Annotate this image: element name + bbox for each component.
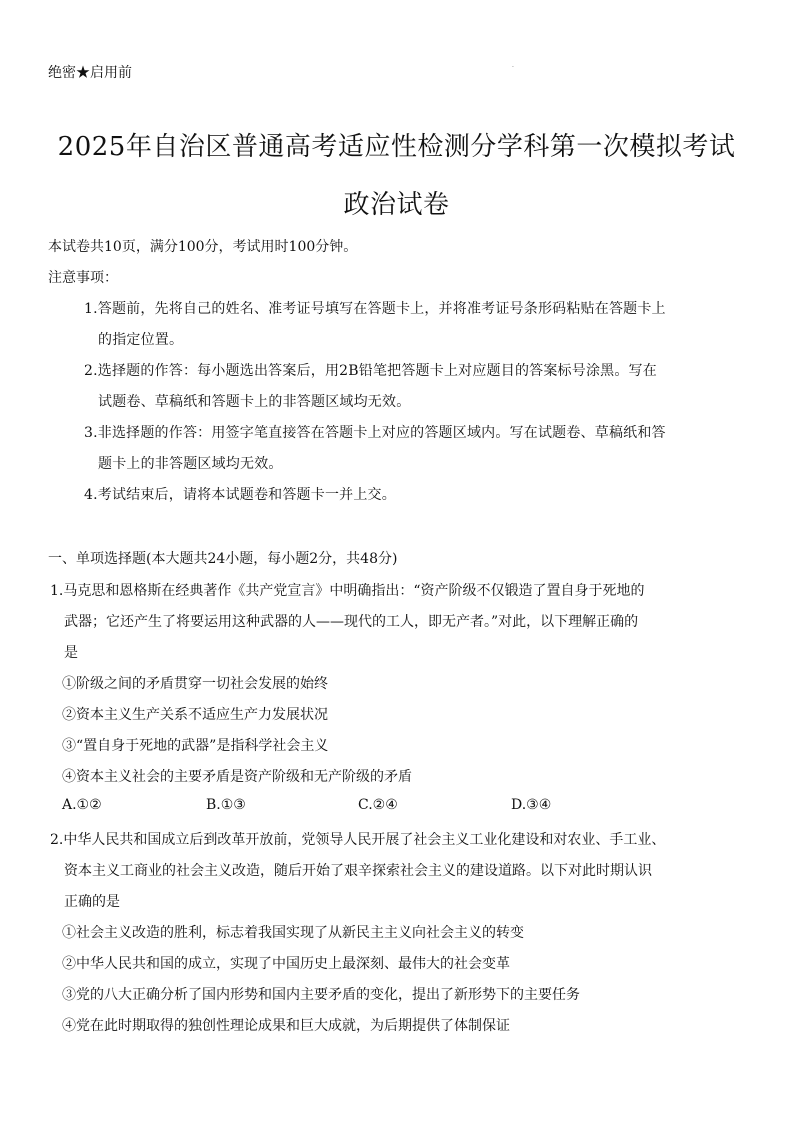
- q1-stem-line-3: 是: [64, 645, 78, 661]
- q2-stem-line-1: 2.中华人民共和国成立后到改革开放前，党领导人民开展了社会主义工业化建设和对农业、手工业、: [50, 832, 666, 848]
- exam-title: 2025年自治区普通高考适应性检测分学科第一次模拟考试: [57, 132, 736, 162]
- confidential-label: 绝密★启用前: [48, 65, 132, 81]
- notice-item-4-line-1: 4.考试结束后，请将本试题卷和答题卡一并上交。: [84, 487, 396, 503]
- notice-item-3-line-2: 题卡上的非答题区域均无效。: [98, 456, 283, 472]
- q2-stem-line-3: 正确的是: [64, 894, 120, 910]
- q1-option-c: C.②④: [358, 797, 398, 813]
- page-dot: .: [512, 62, 514, 69]
- q1-statement-3: ③“置自身于死地的武器”是指科学社会主义: [62, 738, 329, 754]
- q2-stem-line-2: 资本主义工商业的社会主义改造，随后开始了艰辛探索社会主义的建设道路。以下对此时期认识: [64, 863, 652, 879]
- notice-item-2-line-2: 试题卷、草稿纸和答题卡上的非答题区域均无效。: [98, 394, 411, 410]
- q2-statement-1: ①社会主义改造的胜利，标志着我国实现了从新民主主义向社会主义的转变: [62, 925, 524, 941]
- notice-heading: 注意事项：: [48, 270, 118, 286]
- q1-stem-line-2: 武器；它还产生了将要运用这种武器的人——现代的工人，即无产者。”对此，以下理解正确的: [64, 614, 639, 630]
- q1-statement-2: ②资本主义生产关系不适应生产力发展状况: [62, 707, 328, 723]
- notice-item-3-line-1: 3.非选择题的作答：用签字笔直接答在答题卡上对应的答题区域内。写在试题卷、草稿纸和答: [84, 425, 666, 441]
- notice-item-1-line-1: 1.答题前，先将自己的姓名、准考证号填写在答题卡上，并将准考证号条形码粘贴在答题卡上: [84, 301, 666, 317]
- intro-text: 本试卷共10页，满分100分，考试用时100分钟。: [48, 239, 358, 255]
- q2-statement-3: ③党的八大正确分析了国内形势和国内主要矛盾的变化，提出了新形势下的主要任务: [62, 987, 580, 1003]
- q1-statement-1: ①阶级之间的矛盾贯穿一切社会发展的始终: [62, 676, 328, 692]
- q2-statement-4: ④党在此时期取得的独创性理论成果和巨大成就，为后期提供了体制保证: [62, 1018, 510, 1034]
- q1-option-a: A.①②: [62, 797, 102, 813]
- q1-option-b: B.①③: [206, 797, 246, 813]
- q1-stem-line-1: 1.马克思和恩格斯在经典著作《共产党宣言》中明确指出：“资产阶级不仅锻造了置自身于死地的: [50, 583, 645, 599]
- exam-subtitle: 政治试卷: [343, 190, 450, 220]
- q1-statement-4: ④资本主义社会的主要矛盾是资产阶级和无产阶级的矛盾: [62, 769, 412, 785]
- notice-item-1-line-2: 的指定位置。: [98, 332, 184, 348]
- section-heading: 一、单项选择题(本大题共24小题，每小题2分，共48分): [48, 551, 398, 567]
- q1-option-d: D.③④: [511, 797, 552, 813]
- notice-item-2-line-1: 2.选择题的作答：每小题选出答案后，用2B铅笔把答题卡上对应题目的答案标号涂黑。写在: [84, 363, 657, 379]
- q2-statement-2: ②中华人民共和国的成立，实现了中国历史上最深刻、最伟大的社会变革: [62, 956, 510, 972]
